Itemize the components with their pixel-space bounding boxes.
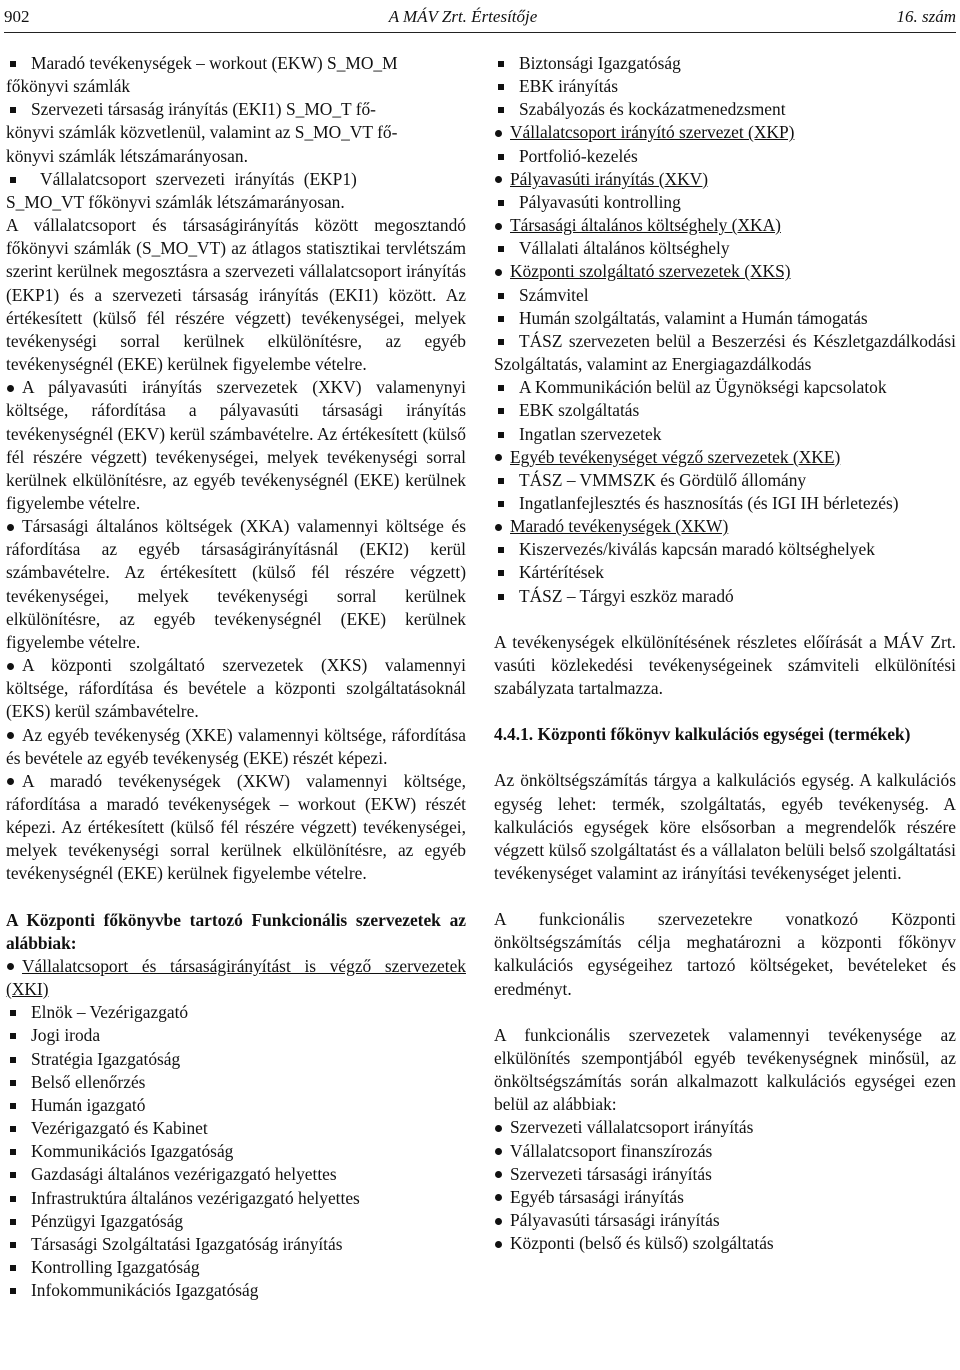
round-bullet-icon bbox=[495, 524, 502, 531]
square-bullet-icon bbox=[10, 1172, 16, 1178]
square-bullet-icon bbox=[10, 1126, 16, 1132]
square-bullet-icon bbox=[10, 1033, 16, 1039]
list-item: Gazdasági általános vezérigazgató helyettes bbox=[6, 1163, 466, 1186]
list-item: Vállalati általános költséghely bbox=[494, 237, 956, 260]
square-bullet-icon bbox=[498, 84, 504, 90]
round-bullet-icon bbox=[7, 778, 14, 785]
list-item: Elnök – Vezérigazgató bbox=[6, 1001, 466, 1024]
square-bullet-icon bbox=[10, 1057, 16, 1063]
list-item: Egyéb tevékenységet végző szervezetek (XKE) bbox=[494, 446, 956, 469]
calc-unit-list bbox=[494, 1116, 956, 1255]
list-item: Stratégia Igazgatóság bbox=[6, 1048, 466, 1071]
list-item: Pályavasúti társasági irányítás bbox=[494, 1209, 956, 1232]
list-item: Ingatlanfejlesztés és hasznosítás (és IGI IH bérletezés) bbox=[494, 492, 956, 515]
list-item: Központi (belső és külső) szolgáltatás bbox=[494, 1232, 956, 1255]
list-item: Vezérigazgató és Kabinet bbox=[6, 1117, 466, 1140]
bullet-paragraph: A központi szolgáltató szervezetek (XKS) valamennyi költsége, ráfordítása és bevétele a központi szolgáltatásoknál (EKS) kerül számbavételre. bbox=[6, 655, 466, 722]
round-bullet-icon bbox=[495, 1194, 502, 1201]
square-bullet-icon bbox=[10, 1103, 16, 1109]
bullet-paragraph: A maradó tevékenységek (XKW) valamennyi költsége, ráfordítása a maradó tevékenységek – workout (EKW) részét képezi. Az értékesített (külső fél részére végzett) tevékenységei, melyek tevékenységi sorral kerülnek elkülönítésre, az egyéb tevékenységnél (EKE) kerülnek figyelembe vételre. bbox=[6, 770, 466, 884]
paragraph: A funkcionális szervezetekre vonatkozó Központi önköltségszámítás célja meghatározni a központi főkönyv kalkulációs egységeihez tartozó költségeket, bevételeket és eredményt. bbox=[494, 909, 956, 999]
square-bullet-icon bbox=[498, 339, 504, 345]
xki-heading: Vállalatcsoport és társaságirányítást is végző szervezetek (XKI) bbox=[6, 955, 466, 1000]
section-heading: A Központi főkönyvbe tartozó Funkcionális szervezetek az alábbiak: bbox=[6, 909, 466, 953]
square-bullet-icon bbox=[498, 501, 504, 507]
section-paragraphs bbox=[494, 769, 956, 1116]
paragraph: Az önköltségszámítás tárgya a kalkulációs egység. A kalkulációs egység lehet: termék, szolgáltatás, egyéb tevékenység. A kalkulációs egységek köre elsősorban a megrendelők részére végzett külső szolgáltatást és a vállalaton belüli belső szolgáltatási tevékenységet valamint az irányítási tevékenységet jelenti. bbox=[494, 770, 956, 883]
square-bullet-icon bbox=[498, 547, 504, 553]
square-bullet-icon bbox=[10, 1219, 16, 1225]
page-number: 902 bbox=[4, 7, 30, 27]
list-item: Társasági Szolgáltatási Igazgatóság irányítás bbox=[6, 1233, 466, 1256]
round-bullet-icon bbox=[495, 1148, 502, 1155]
paragraph: A tevékenységek elkülönítésének részletes előírását a MÁV Zrt. vasúti közlekedési tevékenységeinek számviteli elkülönítési szabályzata tartalmazza. bbox=[494, 631, 956, 699]
square-bullet-icon bbox=[498, 385, 504, 391]
list-item: Kártérítések bbox=[494, 561, 956, 584]
list-item: A Kommunikáción belül az Ügynökségi kapcsolatok bbox=[494, 376, 956, 399]
round-bullet-icon bbox=[495, 269, 502, 276]
square-bullet-icon bbox=[498, 432, 504, 438]
round-bullet-icon bbox=[495, 223, 502, 230]
section-heading: 4.4.1. Központi főkönyv kalkulációs egységei (termékek) bbox=[494, 724, 911, 745]
list-item: Infokommunikációs Igazgatóság bbox=[6, 1279, 466, 1302]
square-bullet-icon bbox=[10, 61, 16, 67]
square-bullet-icon bbox=[498, 154, 504, 160]
round-bullet-icon bbox=[495, 176, 502, 183]
list-item: Portfolió-kezelés bbox=[494, 145, 956, 168]
square-bullet-icon bbox=[10, 1265, 16, 1271]
paragraph: A vállalatcsoport és társaságirányítás között megosztandó főkönyvi számlák (S_MO_VT) az átlagos statisztikai tervlétszám szerint kerülnek megosztásra a szervezeti vállalatcsoport irányítás (EKP1) és a szervezeti társaság irányítás (EKI1) között. Az értékesített (külső fél részére végzett) tevékenységei, melyek tevékenységi sorral kerülnek elkülönítésre, az egyéb tevékenységnél (EKE) kerülnek figyelembe vételre. bbox=[6, 215, 466, 375]
list-item: Belső ellenőrzés bbox=[6, 1071, 466, 1094]
round-bullet-icon bbox=[495, 454, 502, 461]
square-bullet-icon bbox=[498, 478, 504, 484]
square-bullet-icon bbox=[498, 316, 504, 322]
round-bullet-icon bbox=[495, 1218, 502, 1225]
list-item: Jogi iroda bbox=[6, 1024, 466, 1047]
journal-title: A MÁV Zrt. Értesítője bbox=[388, 7, 538, 27]
square-bullet-icon bbox=[498, 107, 504, 113]
paragraph: A funkcionális szervezetek valamennyi tevékenysége az elkülönítés szempontjából egyéb tevékenységnek minősül, az önköltségszámítás során alkalmazott kalkulációs egységei ezen belül az alábbiak: bbox=[494, 1024, 956, 1115]
square-bullet-icon bbox=[498, 200, 504, 206]
bullet-paragraphs bbox=[6, 376, 466, 885]
org-list bbox=[494, 52, 956, 608]
square-bullet-item: Vállalatcsoport szervezeti irányítás (EKP1) S_MO_VT főkönyvi számlák létszámarányosan. bbox=[6, 168, 357, 212]
list-item: EBK irányítás bbox=[494, 75, 956, 98]
bullet-paragraph: A pályavasúti irányítás szervezetek (XKV) valamenynyi költsége, ráfordítása a pályavasúti társasági irányítás tevékenységnél (EKV) kerül számbavételre. Az értékesített (külső fél részére végzett) tevékenységei, melyek tevékenységi sorral kerülnek elkülönítésre, az egyéb tevékenységnél (EKE) kerülnek figyelembe vételre. bbox=[6, 377, 466, 513]
list-item: Pénzügyi Igazgatóság bbox=[6, 1210, 466, 1233]
square-bullet-icon bbox=[10, 1149, 16, 1155]
list-item: Kommunikációs Igazgatóság bbox=[6, 1140, 466, 1163]
round-bullet-icon bbox=[7, 732, 14, 739]
round-bullet-icon bbox=[495, 1171, 502, 1178]
list-item: EBK szolgáltatás bbox=[494, 399, 956, 422]
bullet-paragraph: Társasági általános költségek (XKA) valamennyi költsége és ráfordítása az egyéb társaságirányításnál (EKI2) kerül számbavételre. Az értékesített (külső fél részére végzett) tevékenységei, melyek tevékenységi sorral kerülnek elkülönítésre, az egyéb tevékenységnél (EKE) kerülnek figyelembe vételre. bbox=[6, 516, 466, 652]
list-item: Kiszervezés/kiválás kapcsán maradó költséghelyek bbox=[494, 538, 956, 561]
list-item: Pályavasúti irányítás (XKV) bbox=[494, 168, 956, 191]
list-item: Szabályozás és kockázatmenedzsment bbox=[494, 98, 956, 121]
square-bullet-icon bbox=[498, 570, 504, 576]
list-item: Kontrolling Igazgatóság bbox=[6, 1256, 466, 1279]
square-bullet-item: Maradó tevékenységek – workout (EKW) S_MO_M főkönyvi számlák bbox=[6, 53, 398, 97]
issue-number: 16. szám bbox=[896, 7, 956, 27]
list-item: Szervezeti vállalatcsoport irányítás bbox=[494, 1116, 956, 1139]
square-bullet-icon bbox=[10, 1196, 16, 1202]
list-item: Számvitel bbox=[494, 284, 956, 307]
list-item: Humán szolgáltatás, valamint a Humán támogatás bbox=[494, 307, 956, 330]
list-item: Ingatlan szervezetek bbox=[494, 423, 956, 446]
square-bullet-icon bbox=[10, 1010, 16, 1016]
list-item: TÁSZ szervezeten belül a Beszerzési és Készletgazdálkodási Szolgáltatás, valamint az Energiagazdálkodás bbox=[494, 330, 956, 375]
list-item: Vállalatcsoport irányító szervezet (XKP) bbox=[494, 121, 956, 144]
round-bullet-icon bbox=[7, 385, 14, 392]
right-column bbox=[494, 52, 956, 1255]
square-bullet-icon bbox=[498, 246, 504, 252]
square-bullet-icon bbox=[10, 177, 16, 183]
square-bullet-icon bbox=[498, 408, 504, 414]
xki-list bbox=[6, 1001, 466, 1302]
square-bullet-icon bbox=[10, 1242, 16, 1248]
round-bullet-icon bbox=[7, 963, 14, 970]
square-bullet-icon bbox=[498, 594, 504, 600]
list-item: Szervezeti társasági irányítás bbox=[494, 1163, 956, 1186]
round-bullet-icon bbox=[495, 1241, 502, 1248]
square-bullet-item: Szervezeti társaság irányítás (EKI1) S_MO_T fő- könyvi számlák közvetlenül, valamint az S_MO_VT fő- könyvi számlák létszámarányosan. bbox=[6, 99, 398, 166]
list-item: Vállalatcsoport finanszírozás bbox=[494, 1140, 956, 1163]
list-item: Pályavasúti kontrolling bbox=[494, 191, 956, 214]
list-item: TÁSZ – VMMSZK és Gördülő állomány bbox=[494, 469, 956, 492]
list-item: Társasági általános költséghely (XKA) bbox=[494, 214, 956, 237]
round-bullet-icon bbox=[7, 663, 14, 670]
square-bullet-icon bbox=[10, 1288, 16, 1294]
square-bullet-icon bbox=[498, 293, 504, 299]
square-bullet-icon bbox=[10, 1080, 16, 1086]
round-bullet-icon bbox=[495, 130, 502, 137]
list-item: Infrastruktúra általános vezérigazgató helyettes bbox=[6, 1187, 466, 1210]
round-bullet-icon bbox=[7, 524, 14, 531]
square-bullet-icon bbox=[498, 61, 504, 67]
list-item: Humán igazgató bbox=[6, 1094, 466, 1117]
list-item: Központi szolgáltató szervezetek (XKS) bbox=[494, 260, 956, 283]
list-item: Maradó tevékenységek (XKW) bbox=[494, 515, 956, 538]
list-item: Biztonsági Igazgatóság bbox=[494, 52, 956, 75]
list-item: TÁSZ – Tárgyi eszköz maradó bbox=[494, 585, 956, 608]
round-bullet-icon bbox=[495, 1125, 502, 1132]
bullet-paragraph: Az egyéb tevékenység (XKE) valamennyi költsége, ráfordítása és bevétele az egyéb tevékenység (EKE) részét képezi. bbox=[6, 724, 466, 768]
list-item: Egyéb társasági irányítás bbox=[494, 1186, 956, 1209]
left-column bbox=[6, 52, 466, 1302]
page-header bbox=[4, 2, 956, 33]
square-bullet-icon bbox=[10, 107, 16, 113]
